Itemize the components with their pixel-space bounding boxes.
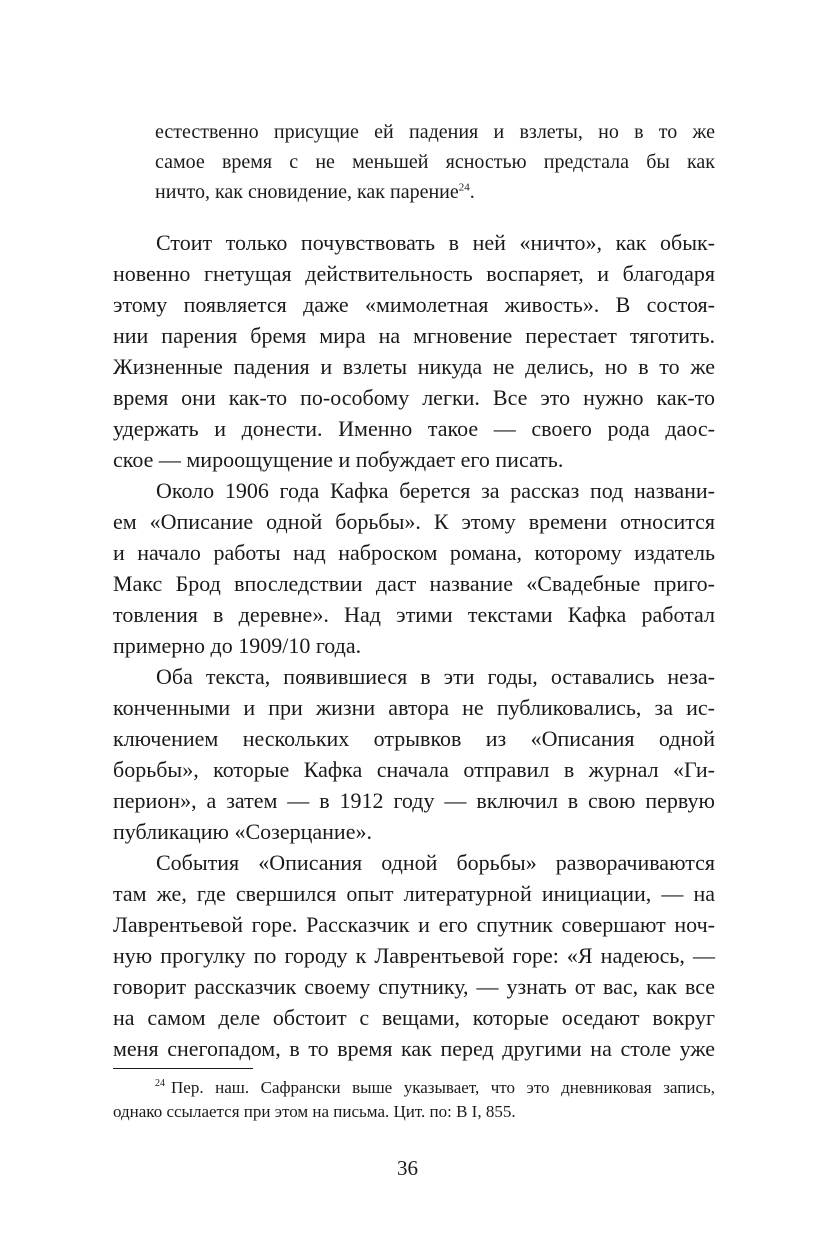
- paragraph-line: Жизненные падения и взлеты никуда не делись, но в то же: [113, 354, 715, 379]
- quote-line-last: [155, 177, 715, 207]
- paragraph-line: Около 1906 года Кафка берется за рассказ под названи-: [156, 478, 715, 503]
- paragraph-line: Оба текста, появившиеся в эти годы, оставались неза-: [156, 664, 715, 689]
- quote-line: самое время с не меньшей ясностью предстала бы как: [155, 151, 715, 173]
- footnote: [113, 1076, 715, 1124]
- paragraph-line: там же, где свершился опыт литературной инициации, — на: [113, 881, 715, 906]
- paragraph-line: публикацию «Созерцание».: [113, 819, 372, 844]
- paragraph: [113, 227, 715, 475]
- paragraph-line: ем «Описание одной борьбы». К этому времени относится: [113, 509, 715, 534]
- footnote-reference[interactable]: 24: [458, 181, 470, 194]
- paragraph-line: ское — мироощущение и побуждает его писать.: [113, 447, 564, 472]
- paragraph-line: удержать и донести. Именно такое — своего рода даос-: [113, 416, 715, 441]
- paragraph-line: ключением нескольких отрывков из «Описания одной: [113, 726, 715, 751]
- paragraph-line: этому появляется даже «мимолетная живость». В состоя-: [113, 292, 715, 317]
- paragraph-line: События «Описания одной борьбы» разворачиваются: [156, 850, 715, 875]
- footnote-divider: [113, 1068, 253, 1069]
- quote-line-tail: .: [469, 181, 475, 203]
- paragraph-line: Стоит только почувствовать в ней «ничто», как обык-: [156, 230, 715, 255]
- quote-line-text: ничто, как сновидение, как парение: [155, 181, 459, 203]
- paragraph-line: на самом деле обстоит с вещами, которые оседают вокруг: [113, 1005, 715, 1030]
- body-text: [113, 227, 715, 1064]
- paragraph-line: и начало работы над наброском романа, которому издатель: [113, 540, 715, 565]
- paragraph-line: конченными и при жизни автора не публиковались, за ис-: [113, 695, 715, 720]
- paragraph-line: Лаврентьевой горе. Рассказчик и его спутник совершают ноч-: [113, 912, 715, 937]
- quote-line: естественно присущие ей падения и взлеты, но в то же: [155, 121, 715, 143]
- paragraph: [113, 475, 715, 661]
- paragraph-line: Макс Брод впоследствии даст название «Свадебные приго-: [113, 571, 715, 596]
- paragraph-line: новенно гнетущая действительность воспаряет, и благодаря: [113, 261, 715, 286]
- footnote-line-text: Пер. наш. Сафрански выше указывает, что это дневниковая запись,: [171, 1078, 715, 1097]
- paragraph-line: время они как-то по-особому легки. Все это нужно как-то: [113, 385, 715, 410]
- paragraph-line: говорит рассказчик своему спутнику, — узнать от вас, как все: [113, 974, 715, 999]
- paragraph-line: перион», а затем — в 1912 году — включил в свою первую: [113, 788, 715, 813]
- paragraph-line: примерно до 1909/10 года.: [113, 633, 362, 658]
- paragraph-line: меня снегопадом, в то время как перед другими на столе уже: [113, 1036, 715, 1061]
- paragraph-line: нии парения бремя мира на мгновение перестает тяготить.: [113, 323, 715, 348]
- footnote-number: 24: [155, 1078, 165, 1090]
- paragraph: [113, 847, 715, 1064]
- paragraph-line: ную прогулку по городу к Лаврентьевой горе: «Я надеюсь, —: [113, 943, 715, 968]
- footnote-line: [113, 1076, 715, 1100]
- paragraph-line: борьбы», которые Кафка сначала отправил в журнал «Ги-: [113, 757, 715, 782]
- paragraph: [113, 661, 715, 847]
- footnote-line: однако ссылается при этом на письма. Цит. по: B I, 855.: [113, 1102, 516, 1121]
- paragraph-line: товления в деревне». Над этими текстами Кафка работал: [113, 602, 715, 627]
- page-number: 36: [397, 1156, 418, 1180]
- block-quote: [155, 117, 715, 207]
